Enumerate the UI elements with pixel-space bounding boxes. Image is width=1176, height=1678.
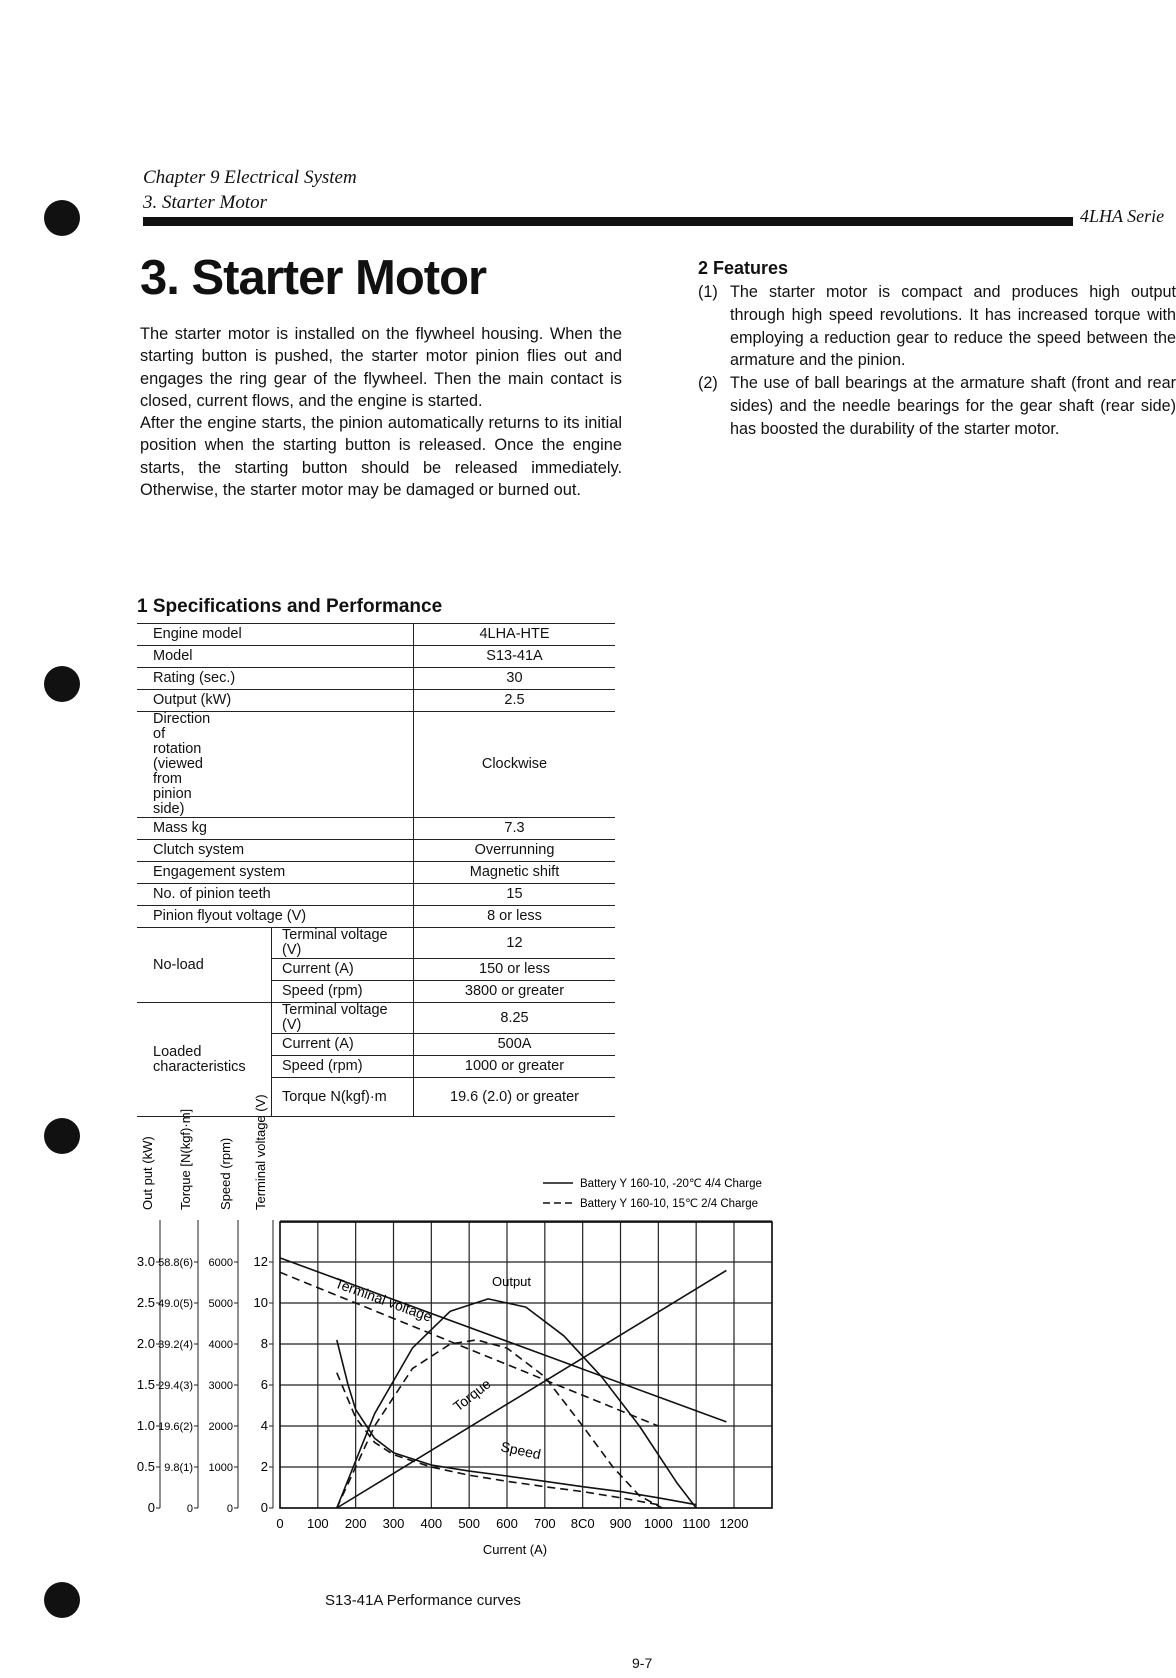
spec-value: S13-41A xyxy=(414,646,616,668)
x-tick-label: 500 xyxy=(458,1516,481,1531)
x-tick-label: 900 xyxy=(609,1516,632,1531)
y-tick-label: 19.6(2) xyxy=(158,1421,193,1433)
spec-value: 7.3 xyxy=(414,818,616,840)
spec-label: Current (A) xyxy=(272,1034,414,1056)
y-tick-label: 3000 xyxy=(208,1380,233,1392)
features-heading: 2 Features xyxy=(698,258,789,278)
curve-label-torque: Torque xyxy=(449,1375,494,1415)
x-tick-label: 8C0 xyxy=(570,1516,595,1531)
spec-value: 2.5 xyxy=(414,690,616,712)
spec-label: Model xyxy=(137,646,414,668)
y-tick-label: 0 xyxy=(147,1500,155,1515)
y-tick-label: 4 xyxy=(260,1418,268,1433)
y-tick-label: 9.8(1) xyxy=(164,1462,193,1474)
y-tick-label: 2000 xyxy=(208,1421,233,1433)
page-title: 3. Starter Motor xyxy=(140,251,487,305)
chapter-heading: Chapter 9 Electrical System xyxy=(143,167,357,188)
y-axis-label: Speed (rpm) xyxy=(218,1137,233,1210)
x-tick-label: 1000 xyxy=(643,1516,673,1531)
y-tick-label: 1000 xyxy=(208,1462,233,1474)
x-axis-label: Current (A) xyxy=(482,1542,548,1557)
intro-paragraph: The starter motor is installed on the flywheel housing. When the starting button is pushed, the starter motor pinion flies out and engages the ring gear of the flywheel. Then the main contact is closed, current flows, and the engine is started. xyxy=(140,325,622,410)
spec-label: Engine model xyxy=(137,624,414,646)
y-tick-label: 49.0(5) xyxy=(158,1298,193,1310)
series-line-output-dashed xyxy=(337,1340,662,1508)
spec-value: 30 xyxy=(414,668,616,690)
feature-number: (1) xyxy=(698,283,718,301)
spec-value: 8 or less xyxy=(414,906,616,928)
y-tick-label: 4000 xyxy=(208,1339,233,1351)
y-tick-label: 2.0 xyxy=(136,1336,155,1351)
y-tick-label: 10 xyxy=(253,1295,268,1310)
spec-label: Speed (rpm) xyxy=(272,1056,414,1078)
y-tick-label: 1.5 xyxy=(136,1377,155,1392)
spec-label: Rating (sec.) xyxy=(137,668,414,690)
x-tick-label: 700 xyxy=(533,1516,556,1531)
spec-value: 12 xyxy=(414,928,616,959)
spec-value: 150 or less xyxy=(414,959,616,981)
spec-label: Terminal voltage (V) xyxy=(272,1003,414,1034)
spec-label: Pinion flyout voltage (V) xyxy=(137,906,414,928)
spec-label: Current (A) xyxy=(272,959,414,981)
y-tick-label: 6000 xyxy=(208,1257,233,1269)
y-tick-label: 8 xyxy=(260,1336,268,1351)
series-line-speed-dashed xyxy=(337,1373,659,1505)
y-axis-label: Torque [N(kgf)·m] xyxy=(178,1108,193,1210)
spec-value: 15 xyxy=(414,884,616,906)
y-tick-label: 0 xyxy=(260,1500,268,1515)
y-tick-label: 2.5 xyxy=(136,1295,155,1310)
spec-value: Overrunning xyxy=(414,840,616,862)
spec-label: Clutch system xyxy=(137,840,414,862)
feature-text: The use of ball bearings at the armature shaft (front and rear sides) and the needle bearings for the gear shaft (rear side) has boosted the durability of the starter motor. xyxy=(730,374,1176,438)
spec-label: Speed (rpm) xyxy=(272,981,414,1003)
page-number: 9-7 xyxy=(632,1655,653,1671)
y-axis-label: Out put (kW) xyxy=(140,1136,155,1210)
spec-value: Clockwise xyxy=(414,712,616,818)
y-axis-label: Terminal voltage (V) xyxy=(253,1094,268,1210)
spec-value: 4LHA-HTE xyxy=(414,624,616,646)
curve-label-output: Output xyxy=(492,1274,532,1289)
figure-caption: S13-41A Performance curves xyxy=(325,1592,521,1609)
y-tick-label: 0 xyxy=(226,1503,233,1515)
y-tick-label: 0 xyxy=(186,1503,193,1515)
y-tick-label: 1.0 xyxy=(136,1418,155,1433)
spec-label: No. of pinion teeth xyxy=(137,884,414,906)
y-tick-label: 39.2(4) xyxy=(158,1339,193,1351)
spec-label: Output (kW) xyxy=(137,690,414,712)
x-tick-label: 300 xyxy=(382,1516,405,1531)
y-tick-label: 3.0 xyxy=(136,1254,155,1269)
x-tick-label: 100 xyxy=(306,1516,329,1531)
y-tick-label: 5000 xyxy=(208,1298,233,1310)
spec-value: 8.25 xyxy=(414,1003,616,1034)
y-tick-label: 0.5 xyxy=(136,1459,155,1474)
x-tick-label: 200 xyxy=(344,1516,367,1531)
curve-label-voltage: Terminal voltage xyxy=(332,1274,435,1325)
specs-heading: 1 Specifications and Performance xyxy=(137,596,443,617)
series-label: 4LHA Serie xyxy=(1080,206,1165,226)
spec-value: Magnetic shift xyxy=(414,862,616,884)
series-line-speed-solid xyxy=(337,1340,696,1505)
section-heading: 3. Starter Motor xyxy=(143,192,268,213)
feature-text: The starter motor is compact and produces high output through high speed revolutions. It has increased torque with employing a reduction gear to reduce the speed between the armature and the pinion. xyxy=(730,283,1176,370)
noload-group-label: No-load xyxy=(137,928,272,1003)
x-tick-label: 600 xyxy=(496,1516,518,1531)
spec-label: Direction of rotation (viewed from pinion side) xyxy=(137,712,414,818)
loaded-group-label: Loaded characteristics xyxy=(137,1003,272,1117)
spec-label: Torque N(kgf)·m xyxy=(272,1078,414,1117)
y-tick-label: 12 xyxy=(253,1254,268,1269)
spec-label: Engagement system xyxy=(137,862,414,884)
x-tick-label: 1100 xyxy=(682,1516,711,1531)
spec-value: 3800 or greater xyxy=(414,981,616,1003)
spec-value: 500A xyxy=(414,1034,616,1056)
y-tick-label: 29.4(3) xyxy=(158,1380,193,1392)
x-tick-label: 0 xyxy=(276,1516,284,1531)
legend-label: Battery Y 160-10, 15℃ 2/4 Charge xyxy=(580,1198,759,1210)
spec-value: 19.6 (2.0) or greater xyxy=(414,1078,616,1117)
x-tick-label: 1200 xyxy=(719,1516,749,1531)
legend-label: Battery Y 160-10, -20℃ 4/4 Charge xyxy=(580,1178,762,1190)
spec-label: Terminal voltage (V) xyxy=(272,928,414,959)
spec-label: Mass kg xyxy=(137,818,414,840)
feature-number: (2) xyxy=(698,374,718,393)
y-tick-label: 2 xyxy=(260,1459,268,1474)
x-tick-label: 400 xyxy=(420,1516,443,1531)
y-tick-label: 58.8(6) xyxy=(158,1257,193,1269)
curve-label-speed: Speed xyxy=(499,1438,543,1463)
spec-value: 1000 or greater xyxy=(414,1056,616,1078)
y-tick-label: 6 xyxy=(260,1377,268,1392)
intro-paragraph: After the engine starts, the pinion automatically returns to its initial position when the starting button is released. Once the engine starts, the starting button should be released immediately. Otherwise, the starter motor may be damaged or burned out. xyxy=(140,414,622,500)
